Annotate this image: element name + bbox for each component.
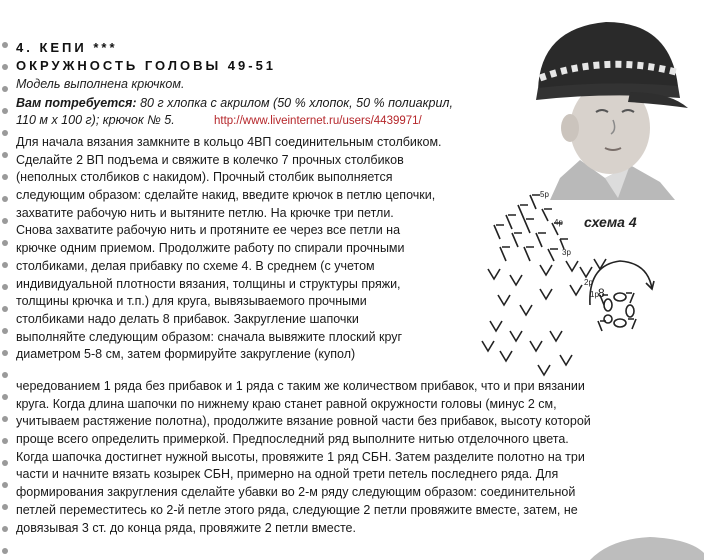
margin-dot <box>2 196 8 202</box>
margin-dot <box>2 526 8 532</box>
margin-dot <box>2 548 8 554</box>
cap-crown <box>538 22 678 90</box>
text-line: Снова захватите рабочую нить и протяните ее через все петли на <box>16 223 401 238</box>
margin-dot <box>2 328 8 334</box>
row-label: 5р <box>540 190 549 199</box>
margin-dot <box>2 504 8 510</box>
text-line: Для начала вязания замкните в кольцо 4ВП соединительным столбиком. <box>16 135 442 149</box>
margin-dot <box>2 130 8 136</box>
model-note: Модель выполнена крючком. <box>16 77 185 91</box>
margin-dot <box>2 460 8 466</box>
row-label: 4р <box>554 218 563 227</box>
head-size-line: ОКРУЖНОСТЬ ГОЛОВЫ 49-51 <box>16 58 277 73</box>
row-label: 3р <box>562 248 571 257</box>
materials-label: Вам потребуется: <box>16 96 137 110</box>
text-line: чередованием 1 ряда без прибавок и 1 ряда с таким же количеством прибавок, что и при вязании <box>16 379 585 393</box>
stitch-symbols <box>482 195 654 375</box>
text-line: круга. Когда длина шапочки по нижнему краю станет равной окружности головы (минус 2 см, <box>16 396 557 411</box>
text-line: столбиками, делая прибавку по схеме 4. В среднем (с учетом <box>16 258 375 273</box>
margin-dot <box>2 350 8 356</box>
next-photo-shape <box>590 537 704 560</box>
next-photo-crop <box>580 535 704 560</box>
instructions-wide <box>16 378 696 537</box>
watermark-url: http://www.liveinternet.ru/users/4439971/ <box>214 115 422 127</box>
text-line: части и начните вязать козырек СБН, примерно на одной трети петель последнего ряда. Для <box>16 467 559 482</box>
text-line: столбиками надо делать 8 прибавок. Закругление шапочки <box>16 311 359 326</box>
text-line: Сделайте 2 ВП подъема и свяжите в колечко 7 прочных столбиков <box>16 152 404 167</box>
text-line: следующим образом: сделайте накид, введите крючок в петлю цепочки, <box>16 188 436 203</box>
pattern-title: 4. КЕПИ *** <box>16 40 118 55</box>
materials-text-line1: 80 г хлопка с акрилом (50 % хлопок, 50 % полиакрил, <box>136 96 453 110</box>
margin-bullets <box>2 20 12 560</box>
margin-dot <box>2 482 8 488</box>
text-line: довязывая 3 ст. до конца ряда, провяжите 2 петли вместе. <box>16 520 356 535</box>
margin-dot <box>2 394 8 400</box>
schema-title: схема 4 <box>584 214 637 230</box>
text-line: формирования закругления сделайте убавки во 2-м ряду следующим образом: соединительной <box>16 485 576 500</box>
margin-dot <box>2 174 8 180</box>
margin-dot <box>2 86 8 92</box>
text-line: крючке одним приемом. Продолжите работу по спирали прочными <box>16 241 405 256</box>
row-label: 1р <box>590 290 599 299</box>
margin-dot <box>2 108 8 114</box>
text-line: толщины крючка и т.п.) для круга, вывязываемого прочными <box>16 294 367 309</box>
text-line: Когда шапочка достигнет нужной высоты, провяжите 1 ряд СБН. Затем разделите полотно на три <box>16 449 585 464</box>
margin-dot <box>2 152 8 158</box>
margin-dot <box>2 42 8 48</box>
ear <box>561 114 579 142</box>
text-line: индивидуальной плотности вязания, толщины и структуры пряжи, <box>16 276 401 291</box>
margin-dot <box>2 372 8 378</box>
text-line: петлей переместитесь ко 2-й петле этого ряда, следующие 2 петли провяжите вместе, затем, не <box>16 502 578 517</box>
margin-dot <box>2 284 8 290</box>
materials-text-line2: 110 м х 100 г); крючок № 5. <box>16 113 175 127</box>
crochet-diagram <box>470 185 704 380</box>
row-label: 2р <box>584 278 593 287</box>
margin-dot <box>2 240 8 246</box>
text-line: проще всего определить примеркой. Предпоследний ряд выполните нитью отделочного цвета. <box>16 432 569 447</box>
margin-dot <box>2 306 8 312</box>
text-line: выполняйте следующим образом: сначала вывяжите плоский круг <box>16 329 403 344</box>
text-line: учитываем растяжение полотна), продолжите вязание ровной части без прибавок, высоту которой <box>16 414 591 429</box>
row-labels <box>540 190 605 300</box>
text-line: (неполных столбиков с накидом). Прочный столбик выполняется <box>16 170 393 185</box>
margin-dot <box>2 416 8 422</box>
text-line: диаметром 5-8 см, затем формируйте закругление (купол) <box>16 347 356 362</box>
margin-dot <box>2 218 8 224</box>
margin-dot <box>2 64 8 70</box>
start-label: 8 <box>598 286 605 300</box>
boy-photo <box>510 0 704 200</box>
instructions-narrow <box>16 134 486 364</box>
text-line: захватите рабочую нить и вытяните петлю. На крючке три петли. <box>16 205 394 220</box>
margin-dot <box>2 262 8 268</box>
margin-dot <box>2 438 8 444</box>
